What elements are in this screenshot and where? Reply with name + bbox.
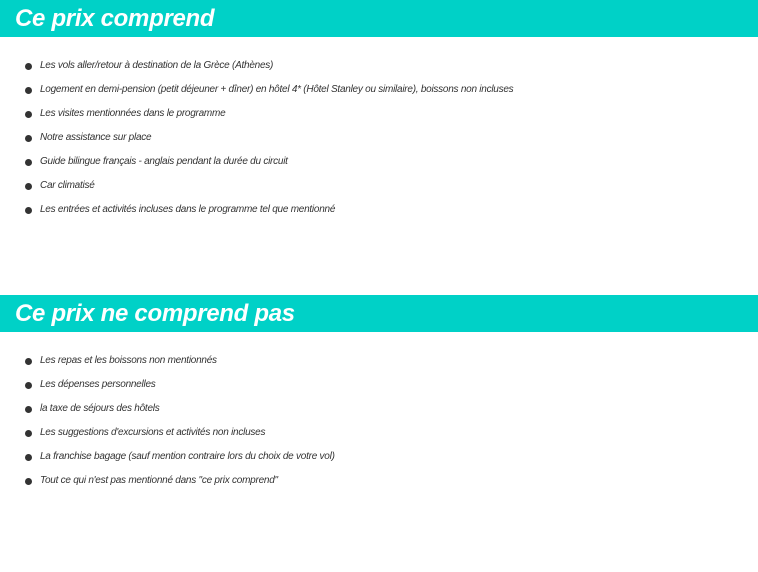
- list-item: [0, 78, 758, 102]
- bullet-icon: [25, 430, 32, 437]
- list-item-text: Les visites mentionnées dans le programme: [40, 108, 226, 119]
- bullet-icon: [25, 87, 32, 94]
- list-item-text: Notre assistance sur place: [40, 132, 152, 143]
- list-item-text: La franchise bagage (sauf mention contraire lors du choix de votre vol): [40, 451, 335, 462]
- bullet-icon: [25, 135, 32, 142]
- excluded-list: [0, 332, 758, 493]
- bullet-icon: [25, 406, 32, 413]
- included-list: [0, 37, 758, 222]
- list-item-text: Les repas et les boissons non mentionnés: [40, 355, 217, 366]
- list-item-text: Les dépenses personnelles: [40, 379, 156, 390]
- list-item: [0, 54, 758, 78]
- list-item: [0, 174, 758, 198]
- list-item-text: Les vols aller/retour à destination de la Grèce (Athènes): [40, 60, 274, 71]
- list-item: [0, 397, 758, 421]
- bullet-icon: [25, 358, 32, 365]
- excluded-header: [0, 295, 758, 332]
- bullet-icon: [25, 159, 32, 166]
- list-item: [0, 469, 758, 493]
- bullet-icon: [25, 382, 32, 389]
- list-item: [0, 349, 758, 373]
- included-section: [0, 0, 758, 222]
- bullet-icon: [25, 111, 32, 118]
- list-item: [0, 102, 758, 126]
- list-item-text: Les entrées et activités incluses dans le programme tel que mentionné: [40, 204, 336, 215]
- list-item-text: Les suggestions d'excursions et activités non incluses: [40, 427, 266, 438]
- list-item: [0, 373, 758, 397]
- list-item: [0, 421, 758, 445]
- included-header: [0, 0, 758, 37]
- excluded-title: Ce prix ne comprend pas: [15, 299, 295, 327]
- list-item: [0, 198, 758, 222]
- list-item-text: Guide bilingue français - anglais pendant la durée du circuit: [40, 156, 288, 167]
- list-item-text: Car climatisé: [40, 180, 95, 191]
- list-item-text: la taxe de séjours des hôtels: [40, 403, 160, 414]
- bullet-icon: [25, 183, 32, 190]
- bullet-icon: [25, 478, 32, 485]
- excluded-section: [0, 295, 758, 493]
- bullet-icon: [25, 454, 32, 461]
- list-item-text: Tout ce qui n'est pas mentionné dans "ce prix comprend": [40, 475, 278, 486]
- bullet-icon: [25, 63, 32, 70]
- included-title: Ce prix comprend: [15, 4, 215, 32]
- list-item: [0, 150, 758, 174]
- bullet-icon: [25, 207, 32, 214]
- list-item: [0, 126, 758, 150]
- list-item: [0, 445, 758, 469]
- list-item-text: Logement en demi-pension (petit déjeuner + dîner) en hôtel 4* (Hôtel Stanley ou similaire), boissons non incluses: [40, 84, 514, 95]
